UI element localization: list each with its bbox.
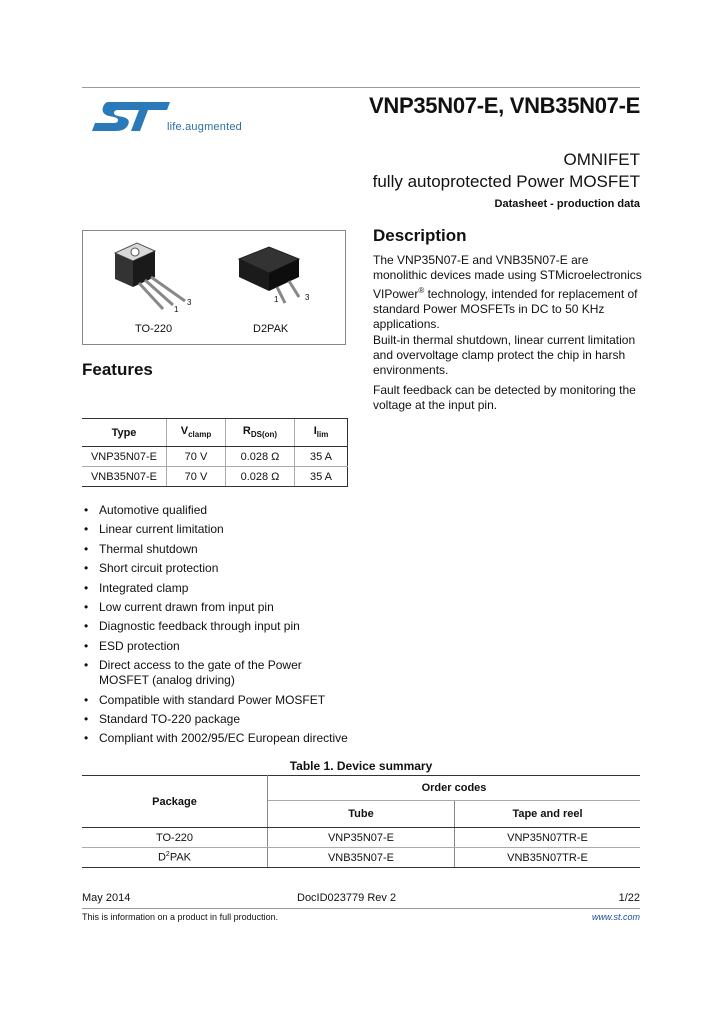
cell-tape-reel: VNP35N07TR-E [455,828,641,848]
features-table [82,418,348,487]
list-item [82,522,372,537]
logo-tagline: life.augmented [167,121,242,133]
features-list [82,503,372,751]
bullet-icon: • [84,658,89,673]
to220-pin-1-label: 1 [174,305,179,314]
description-paragraph-3: Fault feedback can be detected by monitoring the voltage at the input pin. [373,383,636,412]
d2pak-pin-3-label: 3 [305,293,310,302]
bullet-icon: • [84,731,89,746]
header-rdson-main: R [242,425,251,438]
footer-docid: DocID023779 Rev 2 [297,892,397,904]
header-ilim [295,419,348,447]
device-summary-caption: Table 1. Device summary [289,759,433,773]
bullet-icon: • [84,561,89,576]
header-vclamp [167,419,226,447]
bullet-icon: • [84,638,89,653]
header-rule [82,87,640,88]
header-order-codes: Order codes [268,776,641,801]
list-item-text: Short circuit protection [99,561,219,576]
registered-mark: ® [418,286,425,295]
d2pak-label: D2PAK [253,323,289,335]
bullet-icon: • [84,599,89,614]
cell-rdson: 0.028 Ω [226,467,295,487]
d2pak-pak: PAK [169,851,192,864]
features-heading: Features [82,360,153,379]
header-type: Type [82,419,167,447]
cell-tube: VNB35N07-E [268,848,455,868]
bullet-icon: • [84,711,89,726]
list-item [82,542,372,557]
list-item-text: Linear current limitation [99,522,224,537]
d2pak-pin-1-label: 1 [274,295,279,304]
header-rdson-sub: DS(on) [250,430,278,440]
cell-ilim: 35 A [295,467,348,487]
bullet-icon: • [84,580,89,595]
description-heading: Description [373,226,467,245]
header-tape-reel: Tape and reel [455,801,641,828]
description-paragraph-2: Built-in thermal shutdown, linear current limitation and overvoltage clamp protect the chip in harsh environments. [373,333,636,377]
cell-type: VNB35N07-E [82,467,167,487]
d2pak-superscript: 2 [165,851,170,859]
summary-header-row-1 [82,776,640,801]
cell-rdson: 0.028 Ω [226,447,295,467]
device-summary-table [82,775,640,868]
cell-tape-reel: VNB35N07TR-E [455,848,641,868]
cell-tube: VNP35N07-E [268,828,455,848]
list-item-text: Compatible with standard Power MOSFET [99,692,326,707]
footer-rule [82,908,640,909]
table-row [82,467,348,487]
list-item [82,658,324,688]
footer-page-number: 1/22 [618,892,640,904]
list-item [82,712,372,727]
footer-production-note: This is information on a product in full production. [82,912,279,922]
footer-date: May 2014 [82,892,131,904]
description-paragraph-1 [373,253,643,332]
cell-package [82,848,268,868]
list-item [82,561,372,576]
list-item-text: Thermal shutdown [99,541,198,556]
description-p1-part-b: technology, intended for replacement of standard Power MOSFETs in DC to 50 KHz applications. [373,287,638,331]
table-row [82,828,640,848]
list-item-text: Direct access to the gate of the Power MOSFET (analog driving) [99,658,302,688]
table-row [82,848,640,868]
table-row [82,447,348,467]
d2pak-d: D [157,851,166,864]
list-item-text: Standard TO-220 package [99,711,240,726]
cell-ilim: 35 A [295,447,348,467]
bullet-icon: • [84,541,89,556]
d2pak-package-image [233,245,313,311]
list-item-text: Low current drawn from input pin [99,599,274,614]
list-item [82,693,372,708]
subtitle-description: fully autoprotected Power MOSFET [372,172,640,191]
header-rdson [226,419,295,447]
datasheet-label: Datasheet - production data [494,198,640,210]
list-item [82,639,372,654]
list-item [82,581,372,596]
list-item [82,503,372,518]
to220-label: TO-220 [135,323,173,335]
cell-package: TO-220 [82,828,268,848]
bullet-icon: • [84,503,89,517]
cell-type: VNP35N07-E [82,447,167,467]
cell-vclamp: 70 V [167,467,226,487]
list-item [82,619,372,634]
header-ilim-sub: lim [316,430,329,440]
footer-website-link[interactable]: www.st.com [591,912,640,922]
st-logo-icon [90,97,170,137]
header-vclamp-sub: clamp [188,430,212,440]
list-item-text: Diagnostic feedback through input pin [99,619,300,634]
list-item-text: Integrated clamp [99,580,189,595]
list-item-text: ESD protection [99,638,180,653]
to220-pin-3-label: 3 [187,298,192,307]
list-item-text: Compliant with 2002/95/EC European directive [99,731,348,746]
cell-vclamp: 70 V [167,447,226,467]
features-table-header [82,419,348,447]
list-item-text: Automotive qualified [99,503,208,517]
header-ilim-main: I [313,425,317,438]
list-item [82,731,372,746]
list-item [82,600,372,615]
header-vclamp-main: V [180,425,189,438]
bullet-icon: • [84,692,89,707]
description-p1-part-a: The VNP35N07-E and VNB35N07-E are monolithic devices made using STMicroelectronics VIPower [373,253,642,301]
header-package: Package [82,776,268,828]
bullet-icon: • [84,619,89,634]
document-title: VNP35N07-E, VNB35N07-E [369,93,640,118]
subtitle-omnifet: OMNIFET [563,150,640,169]
package-images-box [82,230,346,345]
bullet-icon: • [84,522,89,537]
header-tube: Tube [268,801,455,828]
